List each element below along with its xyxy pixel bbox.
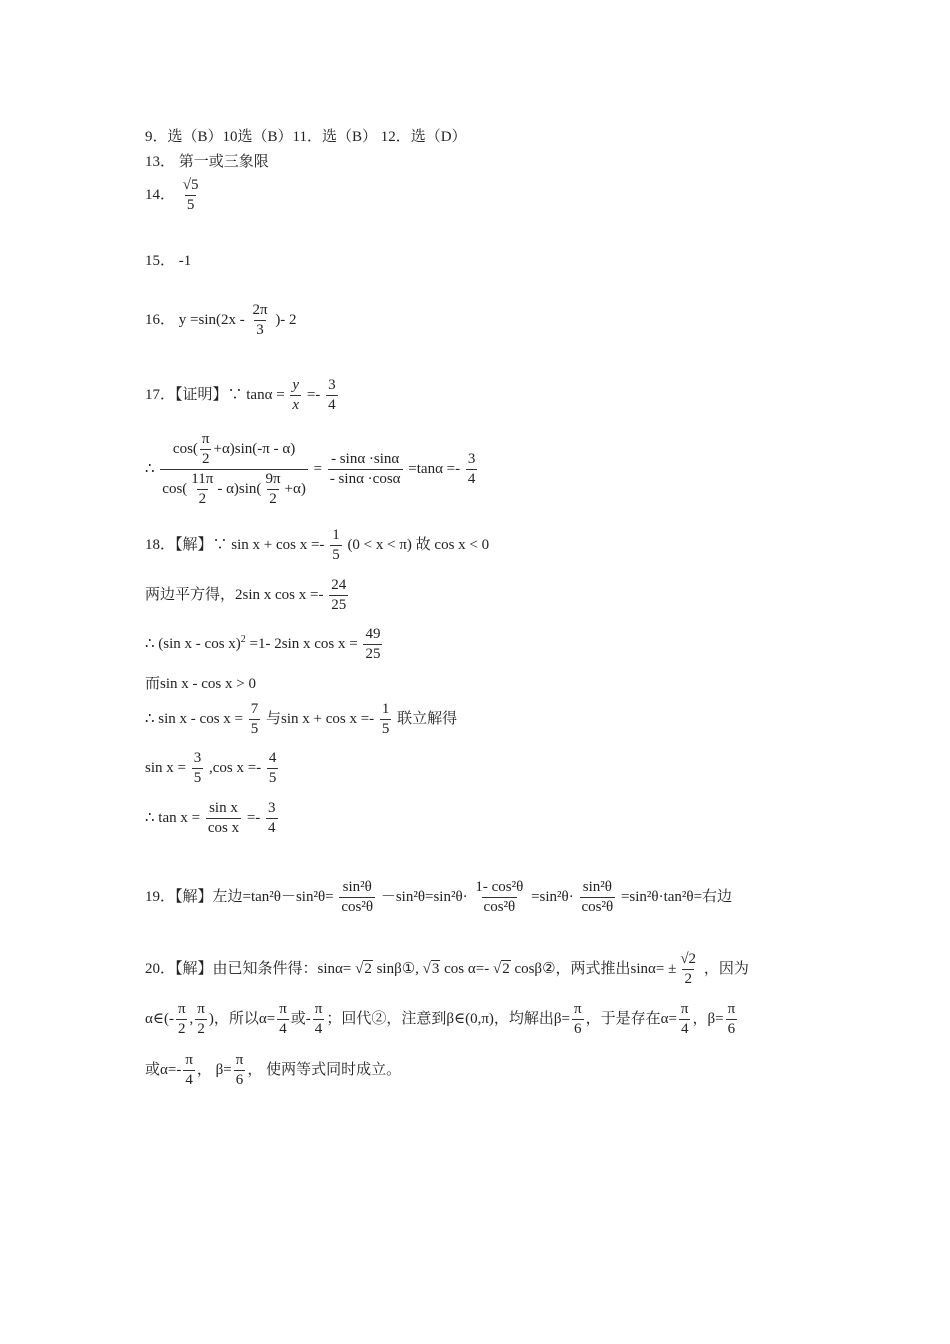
- fraction: $\frac{\pi}{2}$: [197, 1001, 205, 1037]
- fraction: $\frac{\pi}{4}$: [185, 1052, 193, 1088]
- sqrt: √2: [492, 960, 510, 977]
- fraction: $\frac{\text{1- cos²θ}}{\text{cos²θ}}$: [475, 879, 524, 915]
- answer-18-step2: ∴ (sin x - cos x)$^2$ =1- 2sin x cos x = $\frac{49}{25}$: [145, 626, 381, 662]
- fraction: $\frac{\pi}{4}$: [680, 1001, 689, 1037]
- fraction: $\frac{3}{5}$: [193, 750, 202, 786]
- answer-18: 18．【解】∵ sin x + cos x =- $\frac{1}{5}$ (0 < x < π) 故 cos x < 0: [145, 527, 490, 563]
- sqrt: √2: [355, 960, 372, 977]
- fraction: $\frac{y}{x}$: [292, 377, 300, 413]
- answer-13: 13． 第一或三象限: [145, 154, 269, 170]
- answer-18-step3: 而sin x - cos x > 0: [145, 676, 256, 692]
- fraction: $\frac{\pi}{6}$: [574, 1001, 582, 1037]
- fraction: $\frac{3}{4}$: [328, 377, 336, 413]
- fraction: $\frac{\text{sin²θ}}{\text{cos²θ}}$: [581, 879, 614, 915]
- fraction: $\frac{4}{5}$: [268, 750, 277, 786]
- answer-18-step5: sin x = $\frac{3}{5}$ ,cos x =- $\frac{4}{5}$: [145, 750, 277, 786]
- fraction: $\frac{\text{sin x}}{\text{cos x}}$: [207, 800, 240, 836]
- answers-9-12: 9．选（B）10选（B）11．选（B） 12．选（D）: [145, 129, 467, 145]
- fraction: $\frac{\pi}{6}$: [235, 1052, 244, 1088]
- answer-20-line1: 20．【解】由已知条件得：sinα= √2 sinβ①, √3 cos α=- √2 cosβ②，两式推出sinα= ± $\frac{√2}{2}$ ，因为: [145, 951, 749, 987]
- fraction: $\frac{7}{5}$: [250, 701, 259, 737]
- answer-20-line3: 或α=- $\frac{\pi}{4}$ ， β= $\frac{\pi}{6}$ ， 使两等式同时成立。: [145, 1052, 402, 1088]
- answer-17: 17．【证明】∵ tanα = $\frac{y}{x}$ =- $\frac{3}{4}$: [145, 377, 336, 413]
- answer-18-step1: 两边平方得，2sin x cos x =- $\frac{24}{25}$: [145, 577, 347, 613]
- answer-20-line2: α∈(- $\frac{\pi}{2}$ , $\frac{\pi}{2}$ )，所以α= $\frac{\pi}{4}$ 或- $\frac{\pi}{4}$ ；回代②，注意到β∈(0,π)，均解出β= $\frac{\pi}{6}$ ，于是存在α= $\frac{\pi}{4}$ ，β= $\frac{\pi}{6}$: [145, 1001, 736, 1037]
- fraction: $\frac{\pi}{6}$: [727, 1001, 736, 1037]
- answer-17-derivation: ∴ cos( $\frac{\pi}{2}$ +α)sin(-π - α) cos( $\frac{11\pi}{2}$ - α)sin( $\frac{9\pi}{2}$ +α) = $\frac{- \sin\alpha \cdot\sin\alpha}{- \sin\alpha \cdot\cos\alpha}$ =tanα =- $\frac{3}{4}$: [145, 431, 476, 507]
- answer-18-step6: ∴ tan x = $\frac{\text{sin x}}{\text{cos x}}$ =- $\frac{3}{4}$: [145, 800, 276, 836]
- fraction: $\frac{√5}{5}$: [182, 177, 199, 213]
- fraction: $\frac{\pi}{4}$: [314, 1001, 323, 1037]
- answer-18-step4: ∴ sin x - cos x = $\frac{7}{5}$ 与sin x + cos x =- $\frac{1}{5}$ 联立解得: [145, 701, 458, 737]
- fraction: $\frac{\pi}{4}$: [279, 1001, 287, 1037]
- fraction: $\frac{2\pi}{3}$: [252, 302, 268, 338]
- fraction: $\frac{1}{5}$: [332, 527, 340, 563]
- fraction: $\frac{\text{sin²θ}}{\text{cos²θ}}$: [341, 879, 374, 915]
- answer-19: 19．【解】左边=tan²θ－sin²θ= $\frac{\text{sin²θ}}{\text{cos²θ}}$ －sin²θ=sin²θ· $\frac{\text{1- cos²θ}}{\text{cos²θ}}$ =sin²θ· $\frac{\text{sin²θ}}{\text{cos²θ}}$ =sin²θ·tan²θ=右边: [145, 879, 733, 915]
- fraction: $\frac{49}{25}$: [365, 626, 381, 662]
- fraction: $\frac{√2}{2}$: [680, 951, 697, 987]
- answer-15: 15． -1: [145, 253, 192, 269]
- answer-14: 14． $\frac{√5}{5}$: [145, 177, 199, 213]
- fraction: $\frac{- \sin\alpha \cdot\sin\alpha}{- \sin\alpha \cdot\cos\alpha}$: [329, 451, 401, 487]
- fraction: $\frac{24}{25}$: [331, 577, 347, 613]
- answer-16: 16． y =sin(2x - $\frac{2\pi}{3}$ )- 2: [145, 302, 297, 338]
- fraction: $\frac{1}{5}$: [381, 701, 390, 737]
- sqrt: √3: [422, 960, 440, 977]
- fraction: $\frac{\pi}{2}$: [177, 1001, 186, 1037]
- fraction: $\frac{3}{4}$: [268, 800, 276, 836]
- big-fraction: cos( $\frac{\pi}{2}$ +α)sin(-π - α) cos( $\frac{11\pi}{2}$ - α)sin( $\frac{9\pi}{2}$ +α): [162, 431, 306, 507]
- fraction: $\frac{3}{4}$: [467, 451, 476, 487]
